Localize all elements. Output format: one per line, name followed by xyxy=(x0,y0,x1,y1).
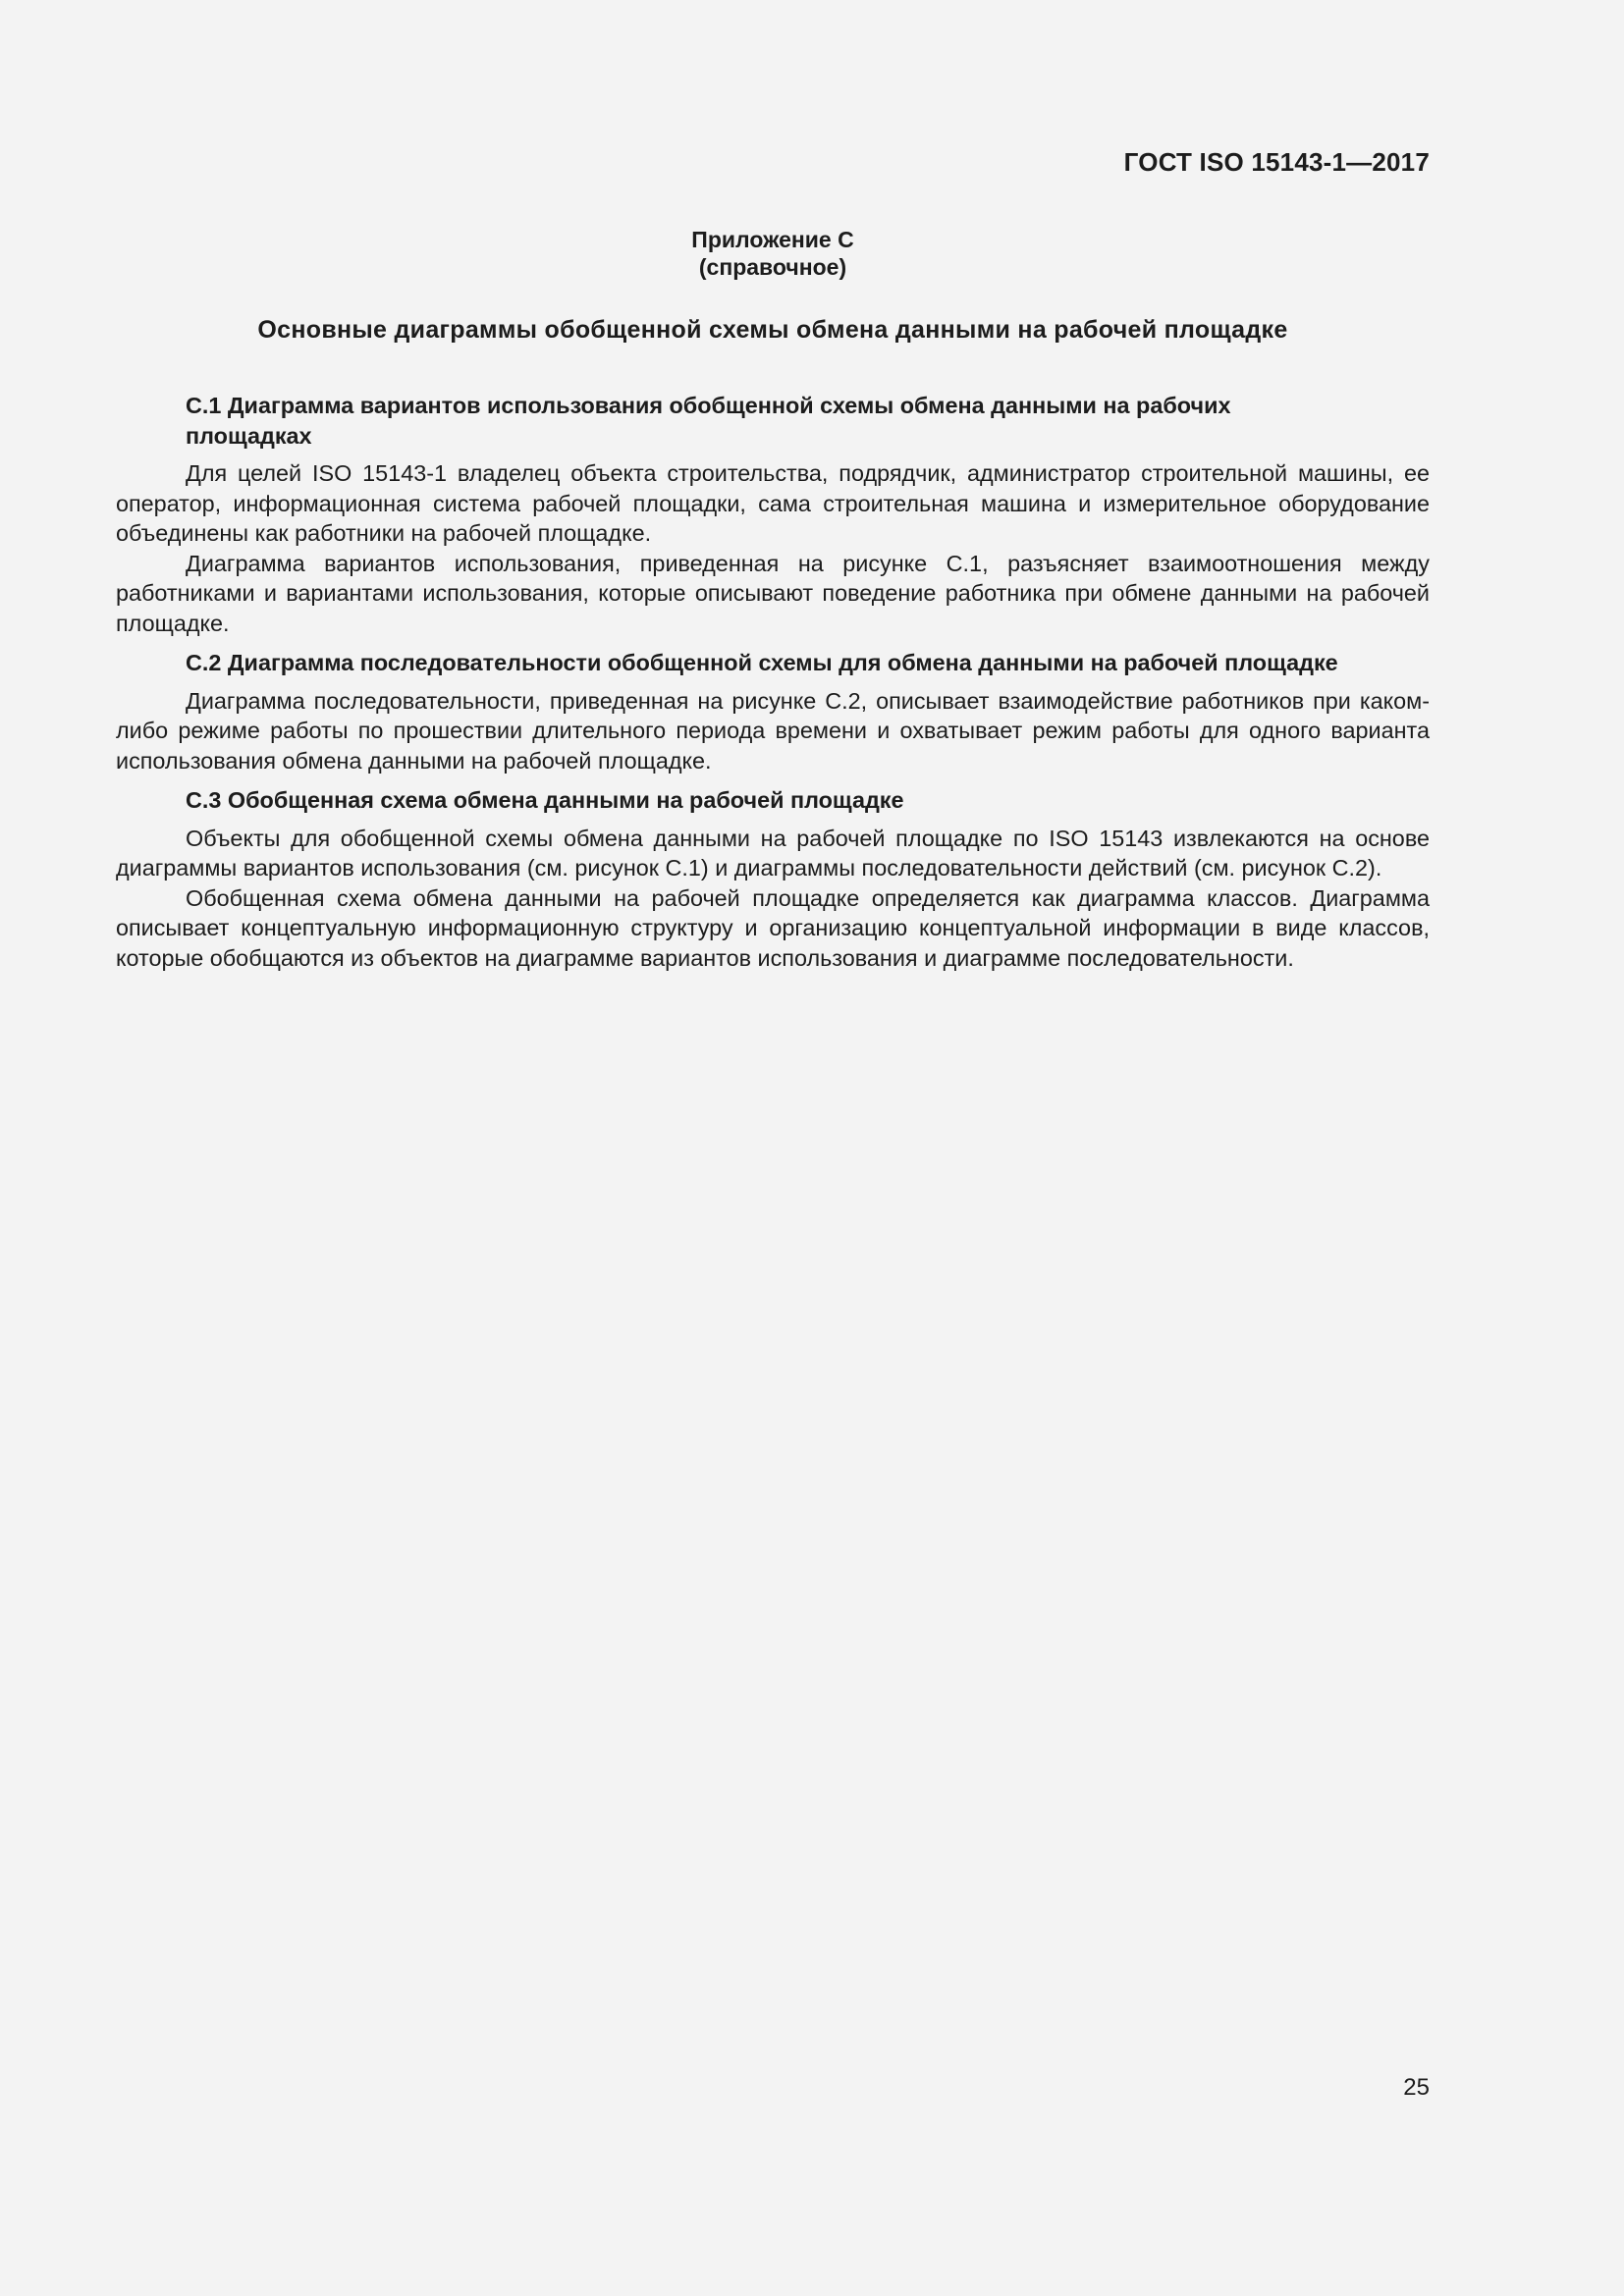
section-c3 xyxy=(116,785,1430,973)
appendix-label: Приложение C xyxy=(691,227,854,252)
paragraph: Для целей ISO 15143-1 владелец объекта строительства, подрядчик, администратор строительной машины, ее оператор, информационная система рабочей площадки, сама строительная машина и измерительное оборудование объединены как работники на рабочей площадке. xyxy=(116,460,1430,546)
paragraph: Диаграмма вариантов использования, приведенная на рисунке C.1, разъясняет взаимоотношения между работниками и вариантами использования, которые описывают поведение работника при обмене данными на рабочей площадке. xyxy=(116,550,1430,636)
section-c1 xyxy=(116,391,1430,638)
page-number: 25 xyxy=(1403,2074,1430,2101)
section-heading: C.2 Диаграмма последовательности обобщенной схемы для обмена данными на рабочей площадке xyxy=(186,650,1338,675)
section-heading-line: C.1 Диаграмма вариантов использования обобщенной схемы обмена данными на рабочих xyxy=(186,393,1231,418)
document-code: ГОСТ ISO 15143-1—2017 xyxy=(1123,147,1430,177)
main-title: Основные диаграммы обобщенной схемы обмена данными на рабочей площадке xyxy=(257,316,1288,344)
appendix-type: (справочное) xyxy=(698,254,847,280)
section-heading: C.3 Обобщенная схема обмена данными на рабочей площадке xyxy=(186,787,904,813)
section-c2 xyxy=(116,648,1430,775)
paragraph: Объекты для обобщенной схемы обмена данными на рабочей площадке по ISO 15143 извлекаются на основе диаграммы вариантов использования (см. рисунок C.1) и диаграммы последовательности действий (см. рисунок C.2). xyxy=(116,825,1430,881)
paragraph: Обобщенная схема обмена данными на рабочей площадке определяется как диаграмма классов. Диаграмма описывает концептуальную информационную структуру и организацию концептуальной информации в виде классов, которые обобщаются из объектов на диаграмме вариантов использования и диаграмме последовательности. xyxy=(116,884,1430,971)
appendix-heading xyxy=(116,226,1430,281)
section-heading-line: площадках xyxy=(186,422,312,449)
section-heading xyxy=(116,391,1430,451)
paragraph: Диаграмма последовательности, приведенная на рисунке C.2, описывает взаимодействие работников при каком-либо режиме работы по прошествии длительного периода времени и охватывает режим работы для одного варианта использования обмена данными на рабочей площадке. xyxy=(116,687,1430,774)
document-page xyxy=(116,0,1430,2296)
body-text xyxy=(116,391,1430,973)
